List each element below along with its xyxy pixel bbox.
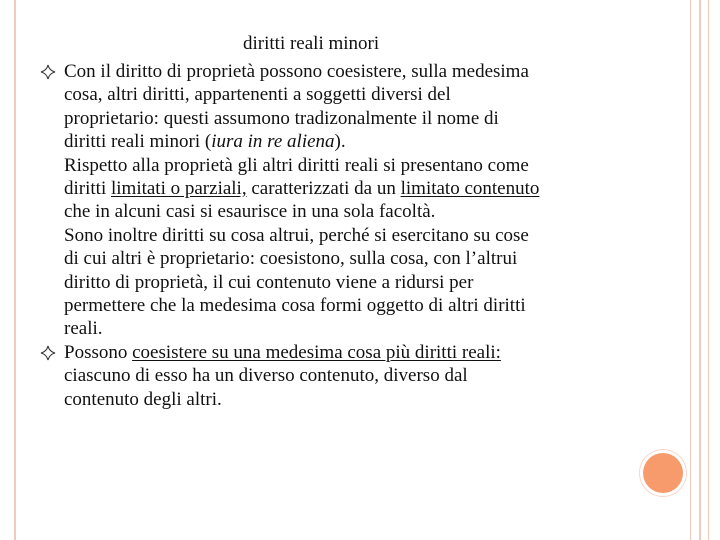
text-line — [64, 130, 640, 153]
text-line — [64, 317, 640, 340]
text-line — [64, 271, 640, 294]
text-run: Possono — [64, 341, 133, 363]
text-line — [64, 247, 640, 270]
diamond-outline-icon — [40, 64, 56, 80]
text-line — [64, 364, 640, 387]
text-run: di cui altri è proprietario: coesistono, sulla cosa, con l’altrui — [64, 248, 518, 270]
text-line — [64, 60, 640, 83]
right-border-rule — [699, 0, 701, 540]
text-line — [64, 154, 640, 177]
text-run: caratterizzati da un — [246, 178, 401, 200]
text-line — [64, 224, 640, 247]
text-run: ciascuno di esso ha un diverso contenuto, diverso dal — [64, 365, 468, 387]
text-run: permettere che la medesima cosa formi oggetto di altri diritti — [64, 295, 526, 317]
text-run: contenuto degli altri. — [64, 388, 222, 410]
text-line — [64, 83, 640, 106]
text-run: cosa, altri diritti, appartenenti a soggetti diversi del — [64, 84, 451, 106]
text-line — [64, 107, 640, 130]
slide-body — [40, 60, 640, 411]
bullet-item — [40, 60, 640, 341]
decorative-orange-circle — [643, 453, 683, 493]
text-line — [64, 388, 640, 411]
text-run: reali. — [64, 318, 103, 340]
text-run: ). — [334, 131, 346, 153]
underlined-text-run: coesistere su una medesima cosa più diritti reali: — [132, 341, 501, 363]
right-border-rule — [708, 0, 709, 540]
text-run: diritti — [64, 178, 111, 200]
left-border-rule — [14, 0, 16, 540]
text-line — [64, 294, 640, 317]
text-run: Con il diritto di proprietà possono coesistere, sulla medesima — [64, 61, 529, 82]
underlined-text-run: limitato contenuto — [400, 178, 540, 200]
text-run: proprietario: questi assumono tradizonalmente il nome di — [64, 107, 499, 129]
text-run: diritto di proprietà, il cui contenuto viene a ridursi per — [64, 271, 474, 293]
text-line — [64, 200, 640, 223]
text-line — [64, 341, 640, 364]
diamond-outline-icon — [40, 345, 56, 361]
italic-text-run: iura in re aliena — [211, 131, 335, 153]
underlined-text-run: limitati o parziali, — [110, 178, 247, 200]
text-run: diritti reali minori ( — [64, 131, 212, 153]
right-border-rule — [690, 0, 691, 540]
text-run: che in alcuni casi si esaurisce in una sola facoltà. — [64, 201, 436, 223]
bullet-item — [40, 341, 640, 411]
text-line — [64, 177, 640, 200]
text-run: Rispetto alla proprietà gli altri diritti reali si presentano come — [64, 154, 529, 176]
slide-title: diritti reali minori — [243, 33, 380, 54]
text-run: Sono inoltre diritti su cosa altrui, perché si esercitano su cose — [64, 224, 529, 246]
